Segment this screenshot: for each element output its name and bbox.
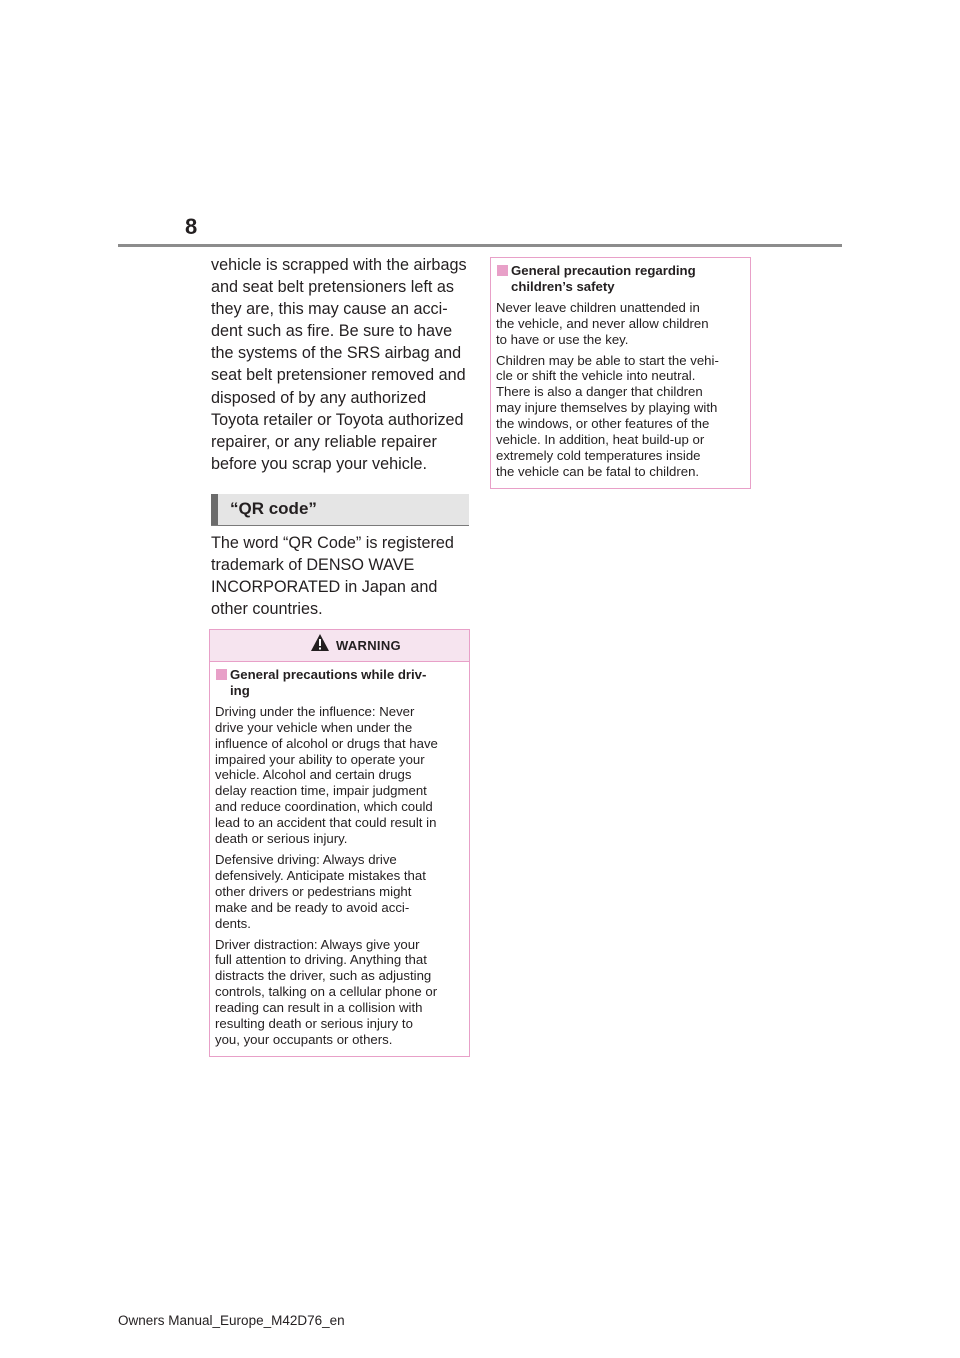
text-line: distracts the driver, such as adjusting: [215, 968, 432, 984]
warning-box: [209, 629, 470, 1057]
warning-paragraph: [215, 937, 464, 1048]
text-line: resulting death or serious injury to: [215, 1016, 413, 1032]
page-footer: Owners Manual_Europe_M42D76_en: [118, 1313, 345, 1328]
text-line: you, your occupants or others.: [215, 1031, 393, 1047]
warning-label: WARNING: [336, 638, 401, 653]
children-safety-box: [490, 257, 751, 489]
text-line: INCORPORATED in Japan and: [211, 578, 438, 597]
text-line: the systems of the SRS airbag and: [211, 344, 462, 363]
text-line: vehicle is scrapped with the airbags: [211, 256, 467, 274]
intro-paragraph: [211, 254, 471, 475]
section-heading-qr-code: [211, 494, 469, 526]
square-bullet-icon: [497, 265, 508, 276]
text-line: other drivers or pedestrians might: [215, 883, 412, 899]
text-line: There is also a danger that children: [496, 384, 703, 400]
text-line: children’s safety: [511, 278, 615, 294]
children-paragraph: [496, 353, 745, 480]
text-line: extremely cold temperatures inside: [496, 447, 701, 463]
text-line: General precautions while driv-: [230, 667, 427, 682]
text-line: may injure themselves by playing with: [496, 400, 718, 416]
text-line: death or serious injury.: [215, 831, 348, 847]
text-line: lead to an accident that could result in: [215, 815, 437, 831]
header-rule: [118, 244, 842, 247]
text-line: trademark of DENSO WAVE: [211, 556, 415, 575]
text-line: dent such as fire. Be sure to have: [211, 322, 453, 341]
text-line: make and be ready to avoid acci-: [215, 899, 410, 915]
text-line: seat belt pretensioner removed and: [211, 366, 466, 385]
text-line: Driving under the influence: Never: [215, 703, 415, 719]
text-line: impaired your ability to operate your: [215, 751, 425, 767]
text-line: controls, talking on a cellular phone or: [215, 984, 438, 1000]
text-line: vehicle. Alcohol and certain drugs: [215, 767, 412, 783]
children-content: [491, 258, 750, 480]
text-line: reading can result in a collision with: [215, 1000, 423, 1016]
text-line: defensively. Anticipate mistakes that: [215, 867, 426, 883]
text-line: the vehicle, and never allow children: [496, 315, 709, 331]
text-line: Defensive driving: Always drive: [215, 851, 397, 867]
text-line: General precaution regarding: [511, 263, 696, 278]
text-line: Children may be able to start the vehi-: [496, 352, 719, 368]
text-line: vehicle. In addition, heat build-up or: [496, 432, 705, 448]
text-line: the vehicle can be fatal to children.: [496, 463, 700, 479]
text-line: they are, this may cause an acci-: [211, 300, 448, 319]
warning-triangle-icon: [310, 633, 330, 652]
text-line: delay reaction time, impair judgment: [215, 783, 427, 799]
text-line: The word “QR Code” is registered: [211, 534, 454, 552]
warning-header: [210, 630, 469, 662]
text-line: Never leave children unattended in: [496, 299, 700, 315]
text-line: Toyota retailer or Toyota authorized: [211, 410, 464, 429]
qr-paragraph: [211, 532, 471, 620]
text-line: dents.: [215, 915, 251, 931]
warning-content: [210, 662, 469, 1048]
text-line: influence of alcohol or drugs that have: [215, 735, 438, 751]
text-line: to have or use the key.: [496, 331, 629, 347]
warning-subheading: [215, 667, 464, 699]
section-heading-bar: [211, 494, 218, 525]
text-line: other countries.: [211, 600, 323, 619]
text-line: full attention to driving. Anything that: [215, 952, 427, 968]
children-paragraph: [496, 300, 745, 348]
text-line: the windows, or other features of the: [496, 416, 710, 432]
text-line: cle or shift the vehicle into neutral.: [496, 368, 696, 384]
text-line: disposed of by any authorized: [211, 388, 427, 407]
warning-paragraph: [215, 704, 464, 847]
text-line: and seat belt pretensioners left as: [211, 278, 454, 297]
text-line: drive your vehicle when under the: [215, 719, 413, 735]
warning-paragraph: [215, 852, 464, 932]
text-line: and reduce coordination, which could: [215, 799, 433, 815]
section-heading-label: “QR code”: [230, 499, 317, 518]
text-line: ing: [230, 682, 250, 698]
page-number: 8: [185, 214, 198, 239]
text-line: before you scrap your vehicle.: [211, 454, 427, 473]
text-line: repairer, or any reliable repairer: [211, 432, 437, 451]
text-line: Driver distraction: Always give your: [215, 936, 420, 952]
square-bullet-icon: [216, 669, 227, 680]
children-subheading: [496, 263, 745, 295]
